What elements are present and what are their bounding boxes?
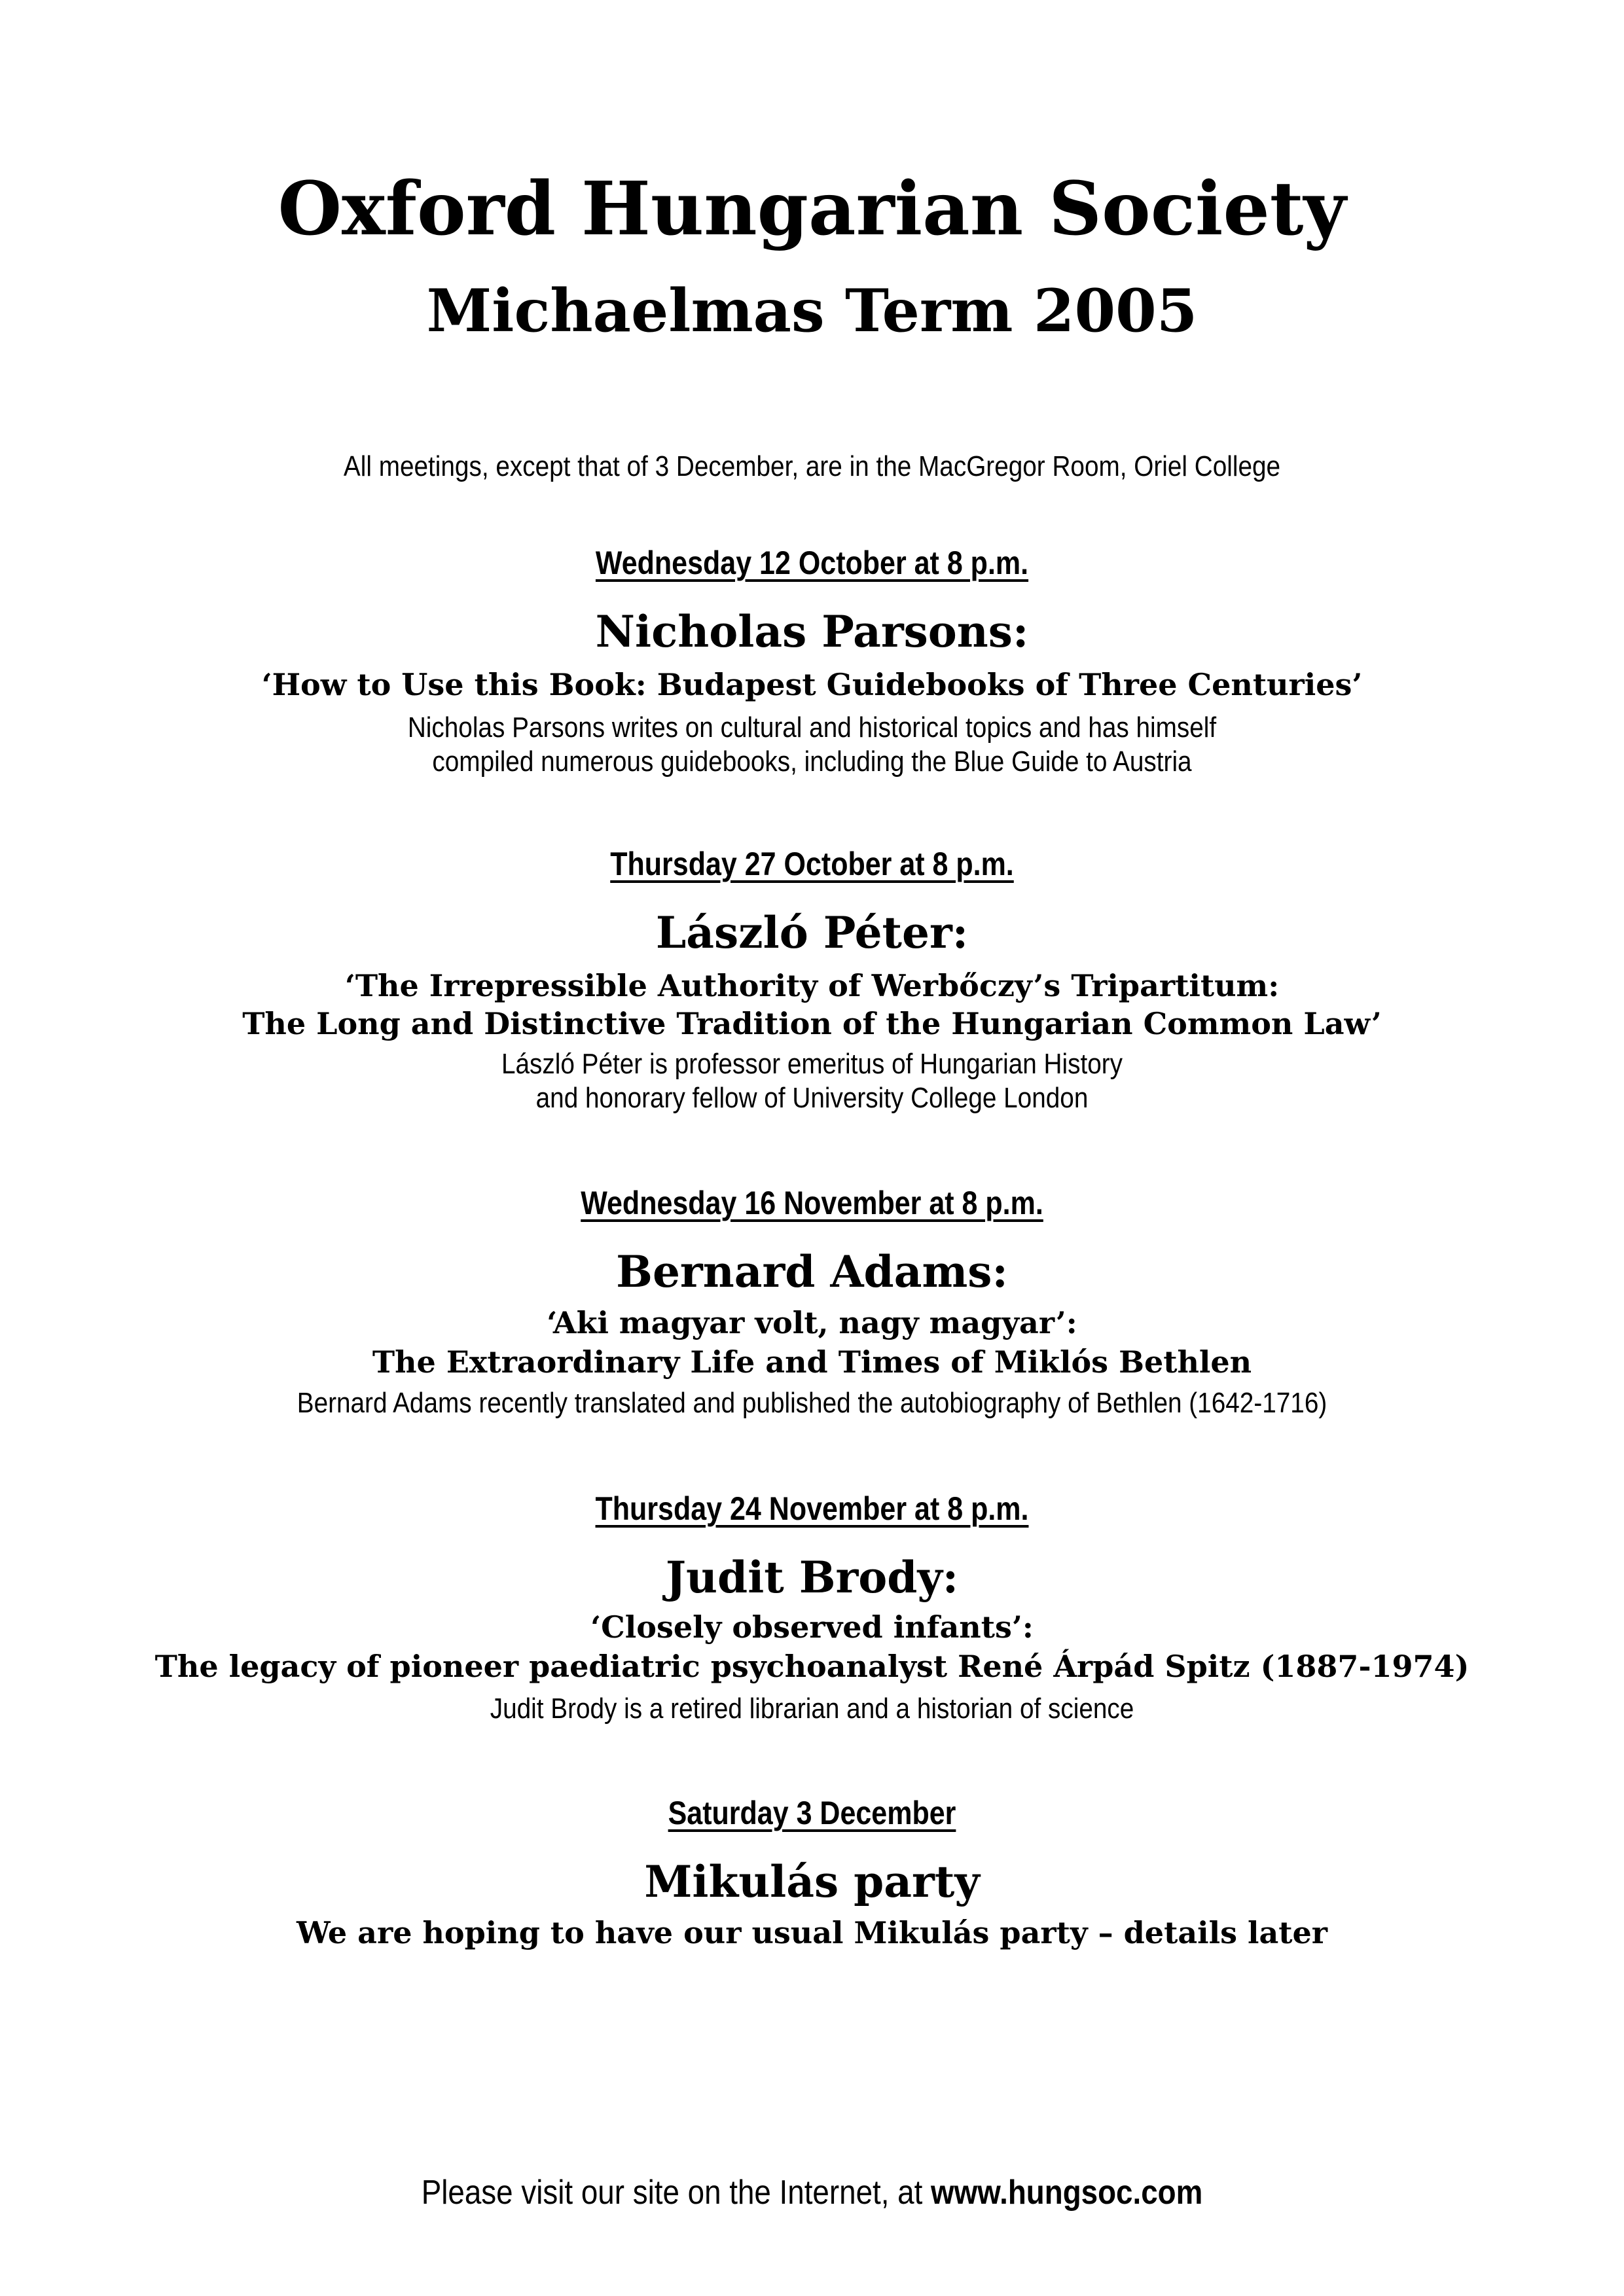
event-talk-title: ‘Closely observed infants’:: [590, 1609, 1034, 1645]
footer-note: [98, 2172, 1526, 2214]
event-bio: Bernard Adams recently translated and published the autobiography of Bethlen (1642-1716): [297, 1387, 1327, 1419]
event-talk-title: ‘How to Use this Book: Budapest Guidebooks of Three Centuries’: [261, 667, 1363, 702]
event-talk-title: ‘The Irrepressible Authority of Werbőczy’s Tripartitum:: [344, 968, 1280, 1003]
event-bio: and honorary fellow of University College London: [535, 1082, 1089, 1114]
event-bio: compiled numerous guidebooks, including the Blue Guide to Austria: [432, 745, 1192, 778]
event-talk-title: ‘Aki magyar volt, nagy magyar’:: [547, 1305, 1077, 1340]
event-talk-title: The legacy of pioneer paediatric psychoanalyst René Árpád Spitz (1887-1974): [154, 1649, 1470, 1684]
event-speaker: Bernard Adams:: [616, 1246, 1008, 1297]
venue-note: All meetings, except that of 3 December, are in the MacGregor Room, Oriel College: [343, 450, 1281, 482]
event-date: Saturday 3 December: [668, 1795, 956, 1831]
event-date: Thursday 27 October at 8 p.m.: [610, 846, 1014, 882]
event-talk-title: The Extraordinary Life and Times of Miklós Bethlen: [372, 1344, 1252, 1380]
event-date: Wednesday 12 October at 8 p.m.: [595, 545, 1029, 581]
event-speaker: Judit Brody:: [665, 1552, 959, 1603]
footer-text: Please visit our site on the Internet, at: [421, 2174, 931, 2212]
event-date: Thursday 24 November at 8 p.m.: [595, 1490, 1029, 1527]
event-speaker: Nicholas Parsons:: [595, 606, 1029, 657]
event-talk-title: The Long and Distinctive Tradition of the Hungarian Common Law’: [242, 1006, 1382, 1041]
website-link[interactable]: www.hungsoc.com: [931, 2174, 1203, 2212]
event-bio: Judit Brody is a retired librarian and a historian of science: [490, 1693, 1134, 1725]
event-speaker: László Péter:: [655, 907, 969, 958]
event-bio: László Péter is professor emeritus of Hungarian History: [501, 1048, 1123, 1080]
event-date: Wednesday 16 November at 8 p.m.: [581, 1185, 1043, 1221]
event-speaker: Mikulás party: [644, 1856, 980, 1907]
page-title: Oxford Hungarian Society: [278, 166, 1346, 252]
event-talk-title: We are hoping to have our usual Mikulás party – details later: [296, 1915, 1328, 1950]
event-bio: Nicholas Parsons writes on cultural and historical topics and has himself: [407, 711, 1217, 744]
page-subtitle: Michaelmas Term 2005: [426, 276, 1198, 346]
